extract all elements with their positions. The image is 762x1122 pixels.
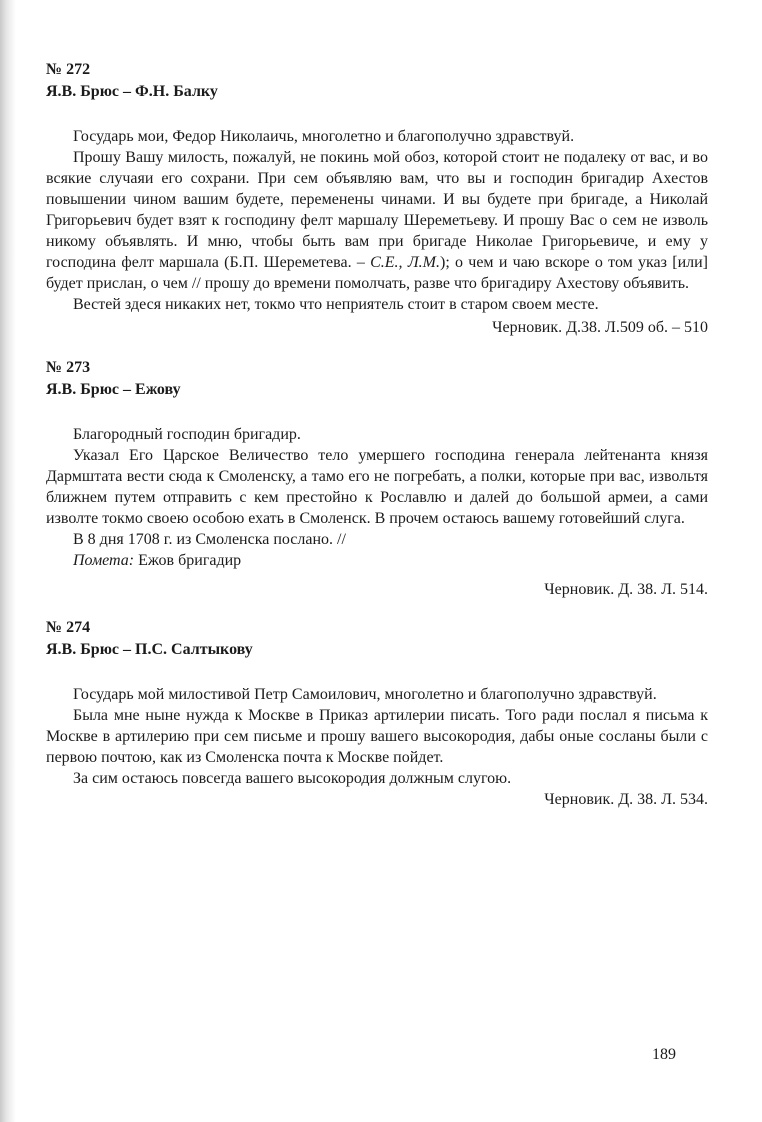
paragraph: Была мне ныне нужда к Москве в Приказ артилерии писать. Того ради послал я письма к Москве в артилерию при сем письме и прошу вашего высокородия, дабы оные сосланы были с первою почтою, как из Смоленска почта к Москве пойдет. bbox=[46, 707, 708, 766]
paragraph-text: Прошу Вашу милость, пожалуй, не покинь мой обоз, которой стоит не подалеку от вас, и во всякие случаяи его сохрани. При сем объявляю вам, что вы и господин бригадир Ахестов повышении чином вашим будете, переменены чинами. И вы будете при бригаде, а Николай Григорьевич будет взят к господину фелт маршалу Шереметьеву. И прошу Вас о сем не изволь никому объявлять. И мню, чтобы быть вам при бригаде Николае Григорьевиче, и ему у господина фелт маршала (Б.П. Шереметева. – bbox=[46, 149, 708, 271]
page-content bbox=[46, 60, 708, 810]
paragraph: Государь мой милостивой Петр Самоилович, многолетно и благополучно здравствуй. bbox=[73, 686, 657, 703]
letter-274 bbox=[46, 618, 708, 810]
page-edge-shadow bbox=[0, 0, 16, 1122]
letter-number: № 273 bbox=[46, 359, 91, 376]
archive-source: Черновик. Д. 38. Л. 514. bbox=[544, 581, 708, 598]
spacer bbox=[46, 338, 708, 358]
letter-number: № 274 bbox=[46, 619, 91, 636]
paragraph: Благородный господин бригадир. bbox=[73, 426, 301, 443]
letter-272 bbox=[46, 60, 708, 338]
letter-body bbox=[46, 424, 708, 571]
letter-heading: Я.В. Брюс – Ф.Н. Балку bbox=[46, 83, 218, 100]
letter-heading: Я.В. Брюс – Ежову bbox=[46, 381, 181, 398]
letter-number: № 272 bbox=[46, 61, 91, 78]
editors-note: С.Е., Л.М. bbox=[370, 254, 440, 271]
archive-source: Черновик. Д.38. Л.509 об. – 510 bbox=[492, 319, 708, 336]
paragraph: Указал Его Царское Величество тело умершего господина генерала лейтенанта князя Дармштата вести сюда к Смоленску, а тамо его не погребать, а полки, которые при вас, извольтя ближнем путем отправить с кем престойно к Рославлю и далей до большой армеи, а сами изволте токмо своею особою ехать в Смоленск. В прочем остаюсь вашему готовейший слуга. bbox=[46, 447, 708, 527]
letter-body bbox=[46, 684, 708, 789]
paragraph: Государь мои, Федор Николаичь, многолетно и благополучно здравствуй. bbox=[73, 128, 575, 145]
spacer bbox=[46, 600, 708, 618]
paragraph: В 8 дня 1708 г. из Смоленска послано. // bbox=[73, 531, 346, 548]
paragraph bbox=[46, 147, 708, 294]
letter-273 bbox=[46, 358, 708, 600]
mark-label: Помета: bbox=[73, 552, 135, 569]
paragraph-text: ); о чем и чаю вскоре о том указ [или] будет прислан, о чем // прошу до времени помолчать, разве что бригадиру Ахестову объявить. bbox=[46, 254, 709, 292]
letter-body bbox=[46, 126, 708, 315]
mark-text: Ежов бригадир bbox=[138, 552, 242, 569]
paragraph: За сим остаюсь повсегда вашего высокородия должным слугою. bbox=[73, 770, 512, 787]
letter-heading: Я.В. Брюс – П.С. Салтыкову bbox=[46, 641, 253, 658]
archive-source: Черновик. Д. 38. Л. 534. bbox=[544, 791, 708, 808]
paragraph: Вестей здеся никаких нет, токмо что неприятель стоит в старом своем месте. bbox=[73, 296, 599, 313]
page-number: 189 bbox=[652, 1046, 676, 1063]
paragraph bbox=[46, 550, 708, 571]
